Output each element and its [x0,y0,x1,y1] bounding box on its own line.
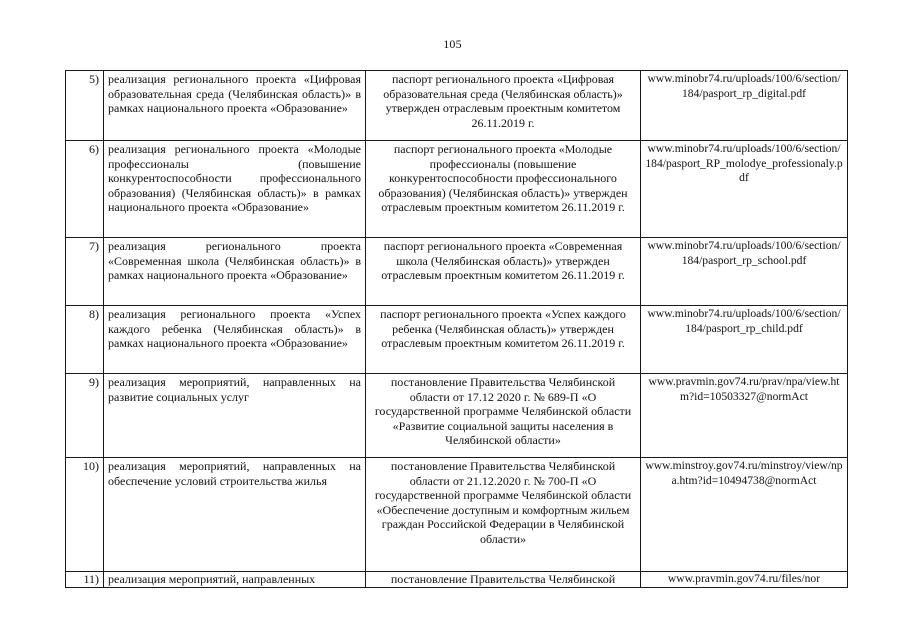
table-row [66,238,848,306]
measure-description: реализация мероприятий, направленных на обеспечение условий строительства жилья [104,458,366,572]
document-link[interactable]: www.minobr74.ru/uploads/100/6/section/184/pasport_rp_child.pdf [641,306,848,374]
document-link[interactable]: www.pravmin.gov74.ru/prav/npa/view.htm?id=10503327@normAct [641,374,848,458]
legal-basis: постановление Правительства Челябинской области от 17.12 2020 г. № 689-П «О государственной программе Челябинской области «Развитие социальной защиты населения в Челябинской области» [366,374,641,458]
legal-basis: постановление Правительства Челябинской области от 21.12.2020 г. № 700-П «О государственной программе Челябинской области «Обеспечение доступным и комфортным жильем граждан Российской Федерации в Челябинской области» [366,458,641,572]
legal-basis: паспорт регионального проекта «Молодые профессионалы (повышение конкурентоспособности профессионального образования) (Челябинская область)» утвержден отраслевым проектным комитетом 26.11.2019 г. [366,141,641,238]
row-number: 5) [66,71,104,141]
measure-description: реализация регионального проекта «Молодые профессионалы (повышение конкурентоспособности профессионального образования) (Челябинская область)» в рамках национального проекта «Образование» [104,141,366,238]
measure-description: реализация мероприятий, направленных на развитие социальных услуг [104,374,366,458]
document-link[interactable]: www.minobr74.ru/uploads/100/6/section/184/pasport_rp_digital.pdf [641,71,848,141]
table-row [66,572,848,588]
legal-basis: паспорт регионального проекта «Современная школа (Челябинская область)» утвержден отраслевым проектным комитетом 26.11.2019 г. [366,238,641,306]
row-number: 10) [66,458,104,572]
measure-description: реализация регионального проекта «Успех каждого ребенка (Челябинская область)» в рамках национального проекта «Образование» [104,306,366,374]
table-row [66,374,848,458]
table-row [66,458,848,572]
legal-basis: паспорт регионального проекта «Цифровая образовательная среда (Челябинская область)» утвержден отраслевым проектным комитетом 26.11.2019 г. [366,71,641,141]
legal-basis: паспорт регионального проекта «Успех каждого ребенка (Челябинская область)» утвержден отраслевым проектным комитетом 26.11.2019 г. [366,306,641,374]
document-link[interactable]: www.minobr74.ru/uploads/100/6/section/184/pasport_RP_molodye_professionaly.pdf [641,141,848,238]
measure-description: реализация регионального проекта «Цифровая образовательная среда (Челябинская область)» в рамках национального проекта «Образование» [104,71,366,141]
row-number: 8) [66,306,104,374]
legal-basis: постановление Правительства Челябинской [366,572,641,588]
row-number: 9) [66,374,104,458]
document-link[interactable]: www.minobr74.ru/uploads/100/6/section/184/pasport_rp_school.pdf [641,238,848,306]
table-row [66,306,848,374]
row-number: 11) [66,572,104,588]
document-table [65,70,848,588]
measure-description: реализация регионального проекта «Современная школа (Челябинская область)» в рамках национального проекта «Образование» [104,238,366,306]
measure-description: реализация мероприятий, направленных [104,572,366,588]
page-number: 105 [443,37,462,51]
document-link[interactable]: www.minstroy.gov74.ru/minstroy/view/npa.htm?id=10494738@normAct [641,458,848,572]
document-link[interactable]: www.pravmin.gov74.ru/files/nor [641,572,848,588]
row-number: 6) [66,141,104,238]
row-number: 7) [66,238,104,306]
table-row [66,141,848,238]
table-row [66,71,848,141]
